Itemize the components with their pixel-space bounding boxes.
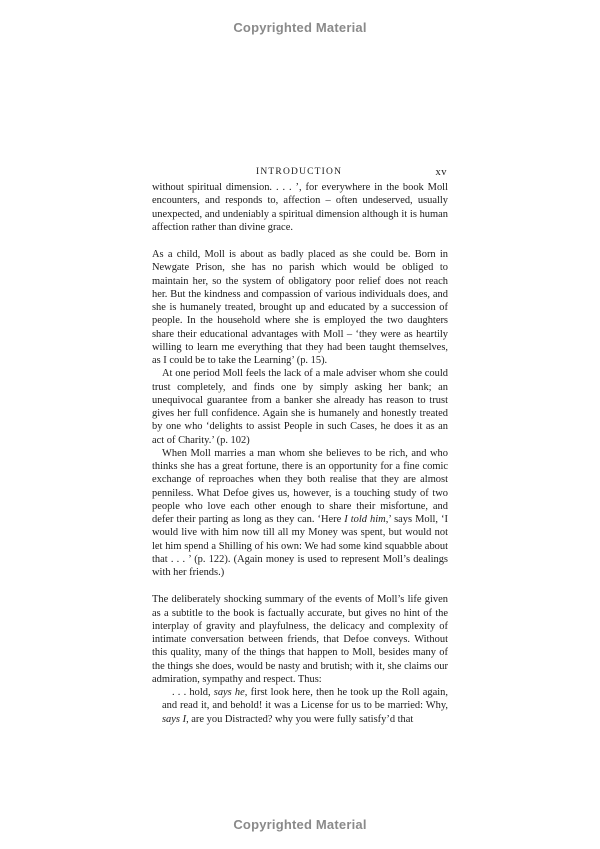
paragraph-marriage-part-1: When Moll marries a man whom she believes to be rich, and who thinks she has a great fortune, there is an opportunity for a fine comic exchange of reproaches when they both realise that they are almost penniless. What Defoe gives us, however, is a touching study of two people who love each other enough to share their misfortune, and defer their parting as long as they can. ‘Here [152,447,448,525]
quote-italic-2: says I [162,713,187,725]
paragraph-marriage-part-2: ,’ says Moll, ‘I would live with him now till all my Money was spent, but would not let him spend a Shilling of his own: We had some kind squabble about that . . . ’ (p. 122). (Again money is used to represent Moll’s dealings with her friends.) [152,514,448,578]
block-quote [152,686,448,726]
paragraph-childhood: As a child, Moll is about as badly placed as she could be. Born in Newgate Prison, she has no parish which would be obliged to maintain her, so the system of obligatory poor relief does not reach her. But the kindness and compassion of various individuals does, and she is humanely treated, brought up and educated by a succession of people. In the household where she is employed the two daughters share their educational advantages with Moll – ‘they were as heartily willing to learn me everything that they had been taught themselves, as I could be to take the Learning’ (p. 15). [152,249,448,366]
running-head-title: INTRODUCTION [256,167,343,177]
quote-italic-1: says he [213,687,245,698]
quote-part-a: . . . hold, [172,687,214,698]
paragraph-adviser: At one period Moll feels the lack of a male adviser whom she could trust completely, and finds one by simply asking her bank; an unequivocal guarantee from a banker she already has reason to trust gives her full confidence. Again she is humanely and honestly treated by one who ‘delights to assist People in such Cases, he does it as an act of Charity.’ (p. 102) [152,368,448,446]
paragraph-marriage [152,447,448,580]
paragraph-continuation: without spiritual dimension. . . . ’, for everywhere in the book Moll encounters, and responds to, affection – often undeserved, usually unexpected, and undeniably a spiritual dimension although it is human affection rather than divine grace. [152,182,448,233]
copyright-watermark-top: Copyrighted Material [233,20,367,35]
section-break [152,234,448,248]
running-head [152,167,447,181]
quote-part-c: , are you Distracted? why you were fully satisfy’d that [186,713,414,725]
copyright-watermark-bottom: Copyrighted Material [233,817,367,832]
section-break [152,579,448,593]
page-body [152,181,448,726]
page-number: xv [435,167,447,178]
quote-part-b: , first look here, then he took up the Roll again, and read it, and behold! it was a License for us to be married: Why, [162,687,449,712]
paragraph-marriage-italic: I told him [344,514,386,525]
paragraph-subtitle: The deliberately shocking summary of the events of Moll’s life given as a subtitle to the book is factually accurate, but gives no hint of the interplay of gravity and playfulness, the delicacy and complexity of intimate conversation between friends, that Defoe conveys. Without this quality, many of the things that happen to Moll, besides many of the things she does, would be nasty and brutish; with it, she claims our admiration, sympathy and respect. Thus: [152,594,448,685]
quote-text [162,686,448,726]
